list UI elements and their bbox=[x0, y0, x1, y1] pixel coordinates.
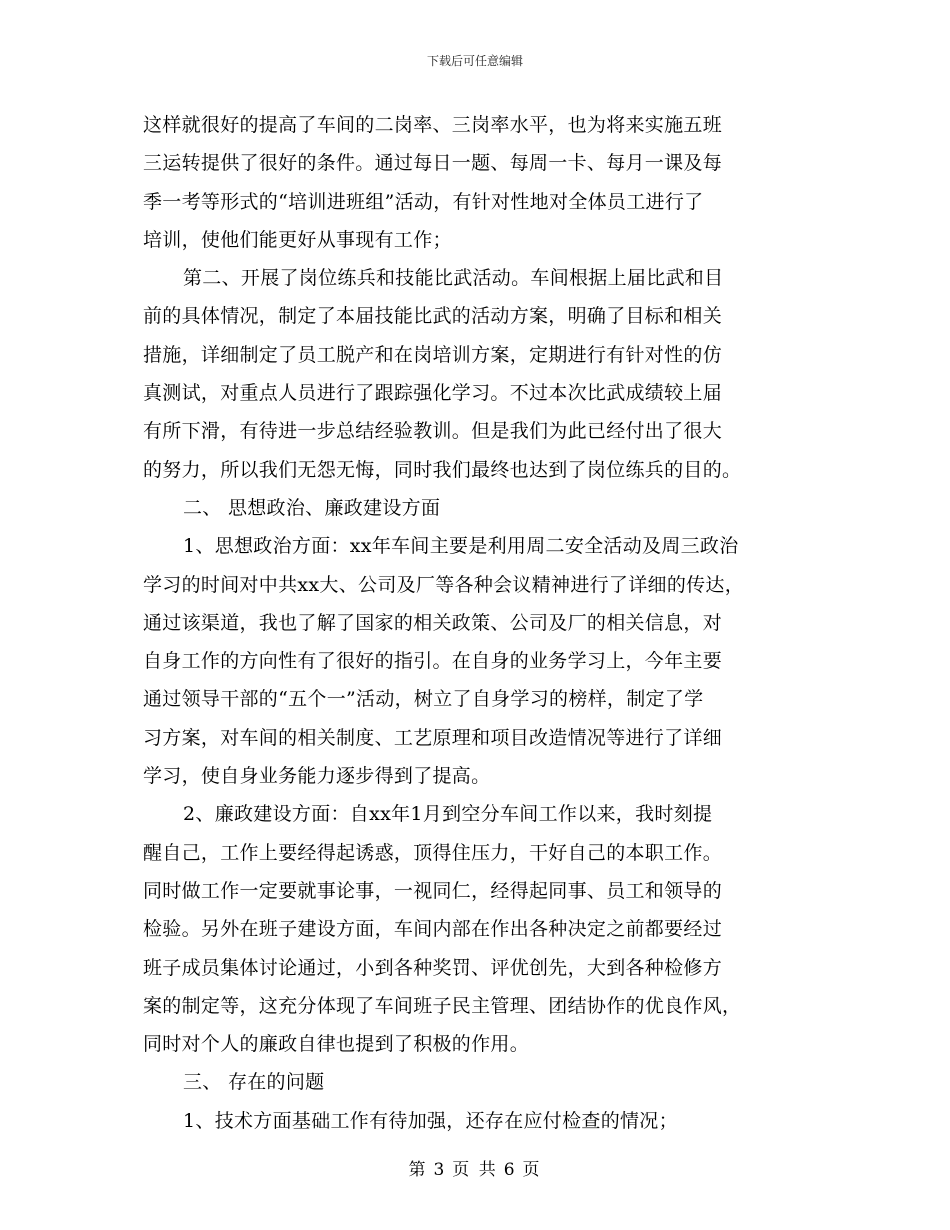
page-header: 下载后可任意编辑 bbox=[426, 54, 523, 68]
section-heading: 二、 思想政治、廉政建设方面 bbox=[183, 496, 441, 519]
text-line: 学习的时间对中共xx大、公司及厂等各种会议精神进行了详细的传达， bbox=[143, 573, 745, 596]
text-line: 三运转提供了很好的条件。通过每日一题、每周一卡、每月一课及每 bbox=[143, 152, 723, 175]
text-line: 同时对个人的廉政自律也提到了积极的作用。 bbox=[143, 1033, 530, 1056]
text-line: 通过该渠道，我也了解了国家的相关政策、公司及厂的相关信息，对 bbox=[143, 611, 723, 634]
text-line: 1、思想政治方面：xx年车间主要是利用周二安全活动及周三政治 bbox=[183, 535, 739, 558]
footer-middle: 页 共 bbox=[452, 1160, 498, 1180]
text-line: 1、技术方面基础工作有待加强，还存在应付检查的情况； bbox=[183, 1109, 678, 1132]
text-line: 2、廉政建设方面：自xx年1月到空分车间工作以来，我时刻提 bbox=[183, 803, 713, 826]
text-line: 检验。另外在班子建设方面，车间内部在作出各种决定之前都要经过 bbox=[143, 918, 723, 941]
total-pages: 6 bbox=[503, 1160, 517, 1180]
document-body bbox=[143, 106, 823, 1140]
text-line: 自身工作的方向性有了很好的指引。在自身的业务学习上，今年主要 bbox=[143, 650, 723, 673]
page-footer bbox=[0, 1155, 950, 1180]
text-line: 通过领导干部的“五个一”活动，树立了自身学习的榜样，制定了学 bbox=[143, 688, 704, 711]
text-line: 措施，详细制定了员工脱产和在岗培训方案，定期进行有针对性的仿 bbox=[143, 343, 723, 366]
footer-prefix: 第 bbox=[408, 1160, 428, 1180]
text-line: 案的制定等，这充分体现了车间班子民主管理、团结协作的优良作风， bbox=[143, 994, 742, 1017]
section-heading: 三、 存在的问题 bbox=[183, 1071, 325, 1094]
text-line: 习方案，对车间的相关制度、工艺原理和项目改造情况等进行了详细 bbox=[143, 726, 723, 749]
text-line: 前的具体情况，制定了本届技能比武的活动方案，明确了目标和相关 bbox=[143, 305, 723, 328]
text-line: 学习，使自身业务能力逐步得到了提高。 bbox=[143, 765, 491, 788]
text-line: 真测试，对重点人员进行了跟踪强化学习。不过本次比武成绩较上届 bbox=[143, 382, 723, 405]
text-line: 培训，使他们能更好从事现有工作； bbox=[143, 228, 452, 251]
text-line: 同时做工作一定要就事论事，一视同仁，经得起同事、员工和领导的 bbox=[143, 879, 723, 902]
text-line: 醒自己，工作上要经得起诱惑，顶得住压力，干好自己的本职工作。 bbox=[143, 841, 723, 864]
text-line: 的努力，所以我们无怨无悔，同时我们最终也达到了岗位练兵的目的。 bbox=[143, 458, 742, 481]
text-line: 第二、开展了岗位练兵和技能比武活动。车间根据上届比武和目 bbox=[183, 267, 724, 290]
page-number: 3 bbox=[433, 1160, 447, 1180]
text-line: 班子成员集体讨论通过，小到各种奖罚、评优创先，大到各种检修方 bbox=[143, 956, 723, 979]
footer-suffix: 页 bbox=[522, 1160, 542, 1180]
text-line: 这样就很好的提高了车间的二岗率、三岗率水平，也为将来实施五班 bbox=[143, 114, 723, 136]
text-line: 有所下滑，有待进一步总结经验教训。但是我们为此已经付出了很大 bbox=[143, 420, 723, 443]
text-line: 季一考等形式的“培训进班组”活动，有针对性地对全体员工进行了 bbox=[143, 190, 704, 213]
